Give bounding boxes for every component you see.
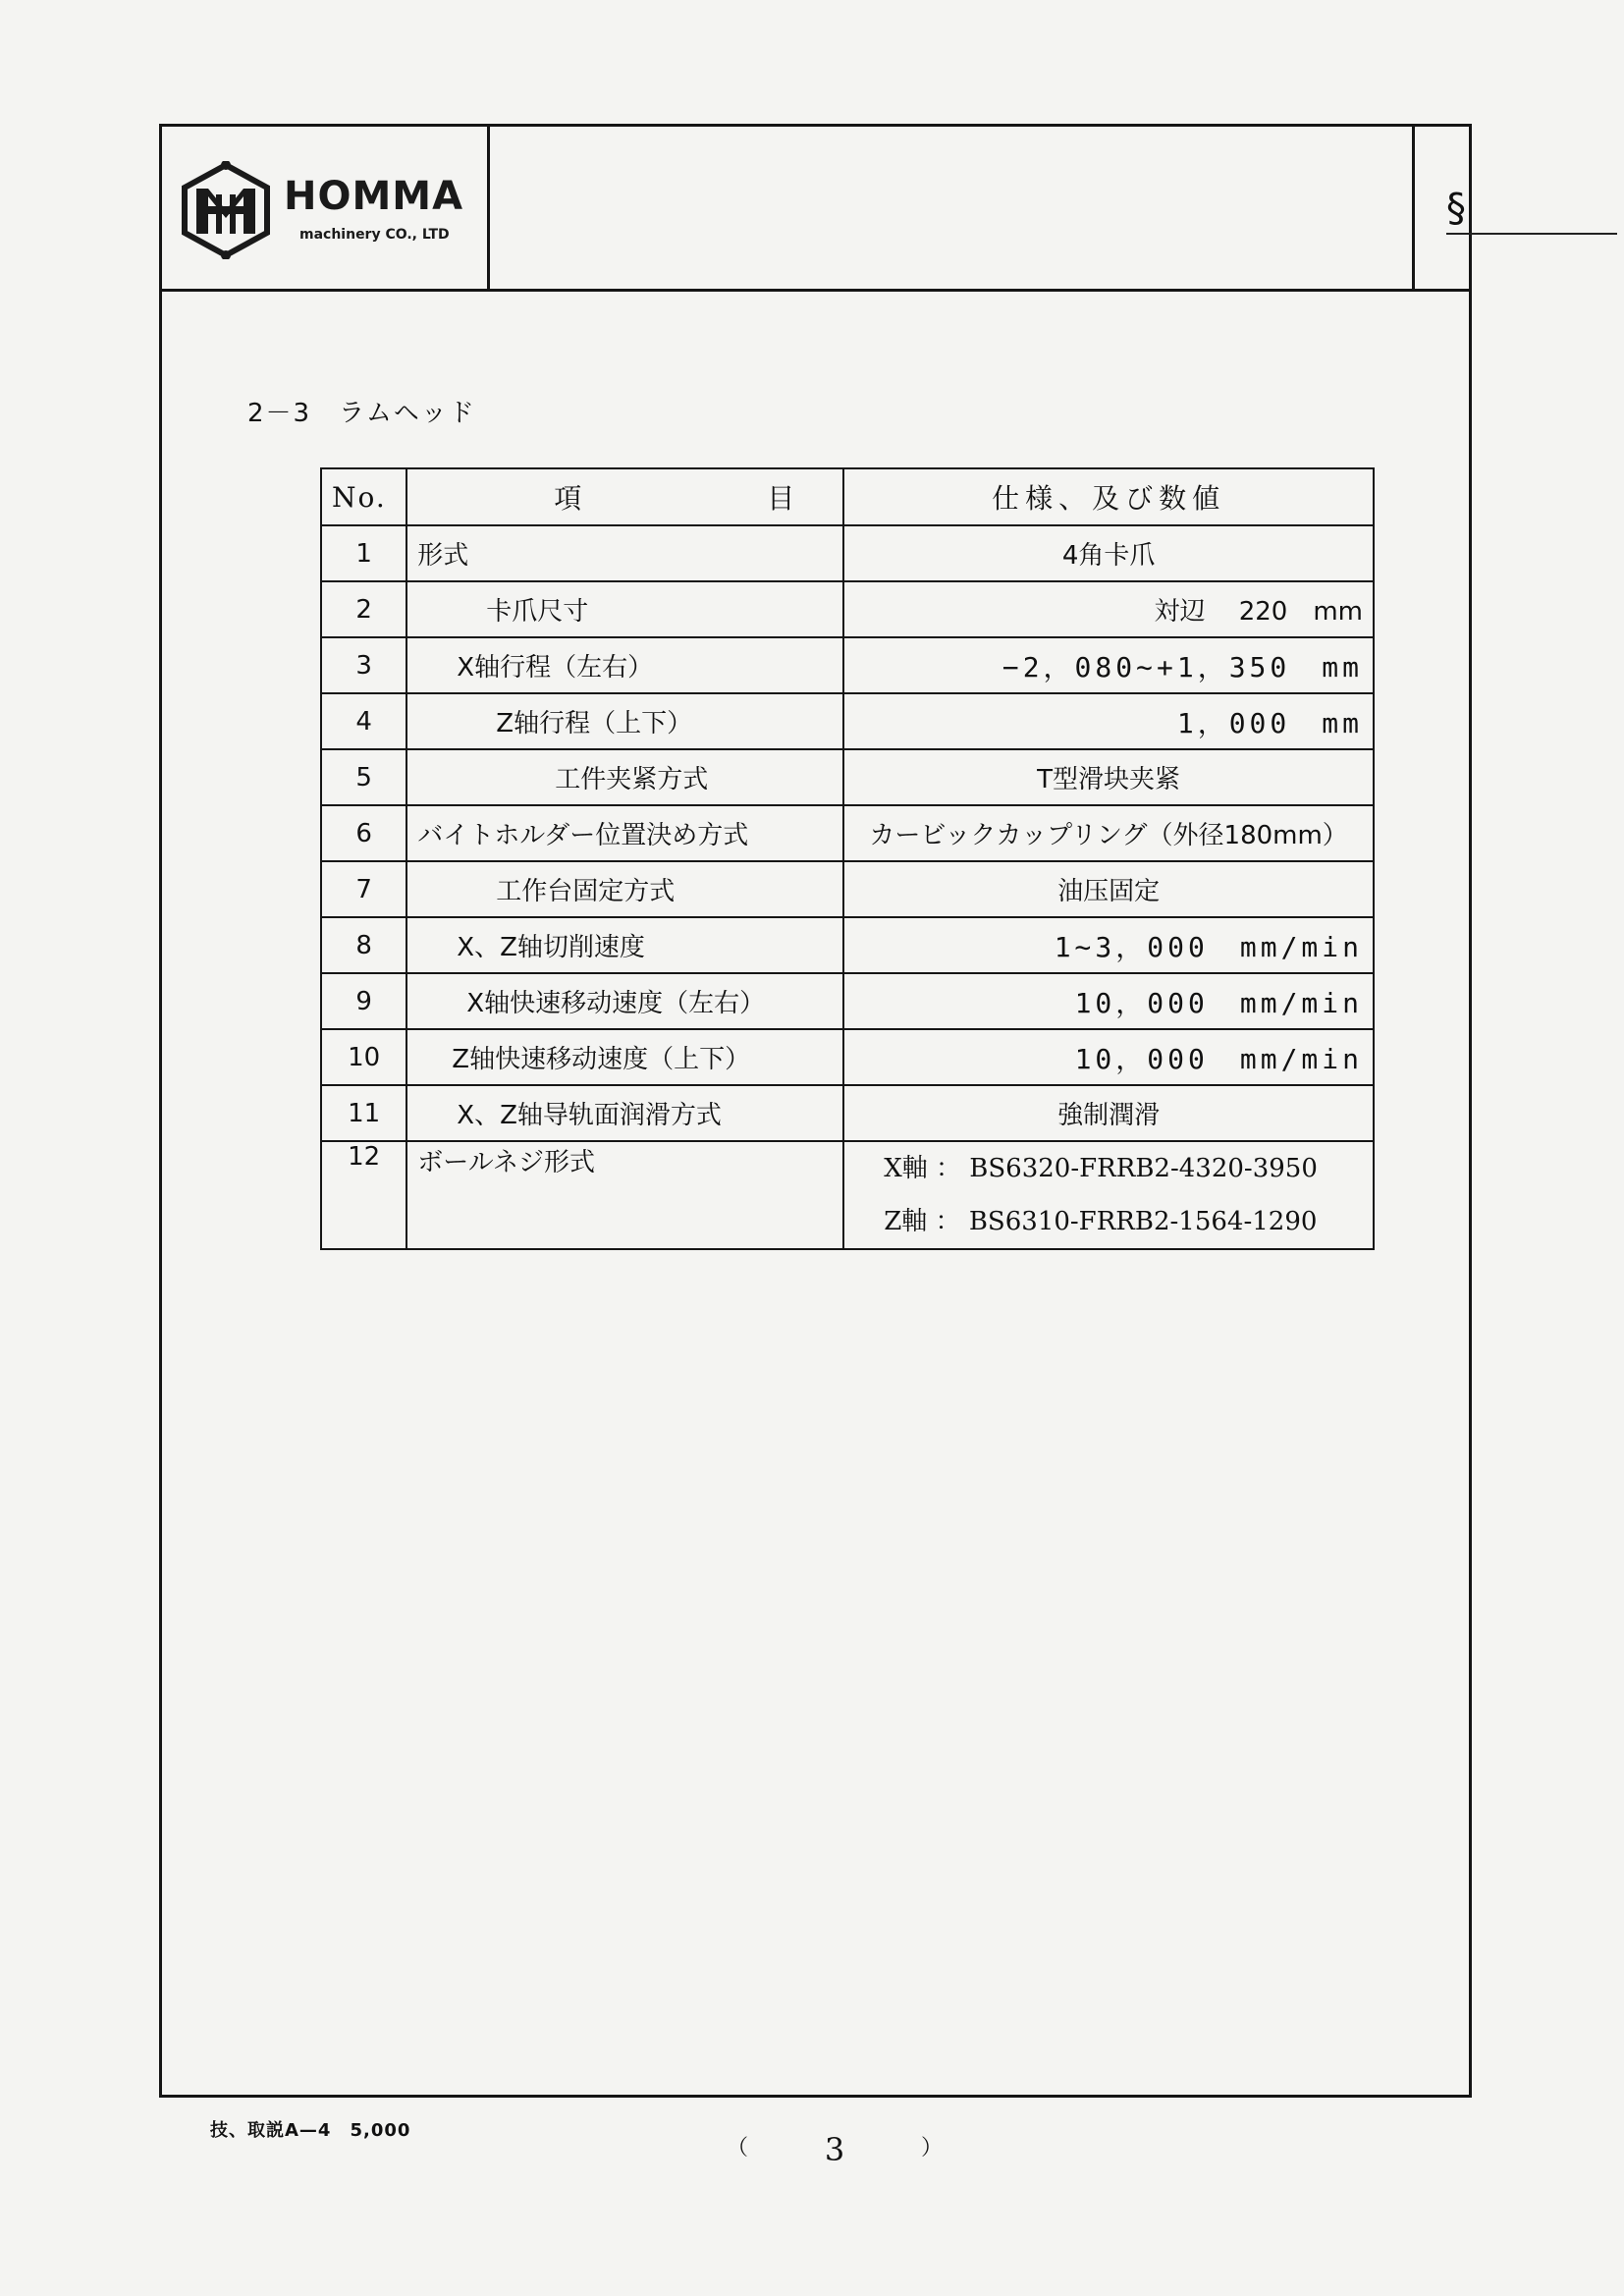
table-row <box>321 637 1374 693</box>
footer-document-code: 技、取説A—4 5,000 <box>210 2120 411 2141</box>
row-no: 5 <box>321 749 406 805</box>
row-item: X轴行程（左右） <box>406 637 843 693</box>
table-row <box>321 973 1374 1029</box>
table-row <box>321 525 1374 581</box>
section-title: 2－3 ラムヘッド <box>247 399 476 428</box>
ballscrew-x: X軸 ： BS6320-FRRB2-4320-3950 <box>884 1154 1318 1183</box>
table-row <box>321 1085 1374 1141</box>
row-spec: 油压固定 <box>843 861 1374 917</box>
table-row <box>321 917 1374 973</box>
row-spec: 1∼3，000 mm/min <box>843 917 1374 973</box>
row-no: 3 <box>321 637 406 693</box>
page-number-block <box>727 2131 943 2168</box>
table-row <box>321 581 1374 637</box>
row-no: 6 <box>321 805 406 861</box>
header-item-char-a: 項 <box>554 482 582 515</box>
page-bracket-close: ） <box>920 2136 943 2160</box>
row-item: 工件夹紧方式 <box>406 749 843 805</box>
table-row <box>321 1029 1374 1085</box>
row-spec: 10，000 mm/min <box>843 973 1374 1029</box>
header-no: No. <box>321 468 406 525</box>
row-no: 4 <box>321 693 406 749</box>
table-row <box>321 861 1374 917</box>
header-item <box>406 468 843 525</box>
header-item-char-b: 目 <box>767 482 795 515</box>
section-number-cell <box>1415 127 1469 289</box>
row-spec: 強制潤滑 <box>843 1085 1374 1141</box>
homma-logo-icon <box>177 161 275 259</box>
row-no: 12 <box>321 1141 406 1249</box>
row-spec-ballscrew <box>843 1141 1374 1249</box>
row-spec: 1，000 mm <box>843 693 1374 749</box>
row-spec: −2，080∼+1，350 mm <box>843 637 1374 693</box>
row-item: X轴快速移动速度（左右） <box>406 973 843 1029</box>
row-item: バイトホルダー位置決め方式 <box>406 805 843 861</box>
company-name: HOMMA <box>284 174 464 219</box>
spec-table <box>320 467 1375 1250</box>
row-no: 1 <box>321 525 406 581</box>
page-number: 3 <box>824 2131 845 2168</box>
ballscrew-z: Z軸 ： BS6310-FRRB2-1564-1290 <box>884 1207 1318 1236</box>
row-spec: 10，000 mm/min <box>843 1029 1374 1085</box>
row-no: 10 <box>321 1029 406 1085</box>
row-spec: カービックカップリング（外径180mm） <box>843 805 1374 861</box>
row-spec: T型滑块夹紧 <box>843 749 1374 805</box>
table-row <box>321 749 1374 805</box>
logo-cell <box>162 127 490 289</box>
row-no: 2 <box>321 581 406 637</box>
header-title-cell <box>490 127 1415 289</box>
company-subtitle: machinery CO., LTD <box>299 227 450 243</box>
table-row <box>321 805 1374 861</box>
document-header <box>162 127 1469 292</box>
row-item: 工作台固定方式 <box>406 861 843 917</box>
page-bracket-open: （ <box>727 2136 749 2160</box>
row-item: Z轴快速移动速度（上下） <box>406 1029 843 1085</box>
table-row <box>321 1141 1374 1249</box>
header-spec: 仕様、及び数値 <box>843 468 1374 525</box>
row-item: X、Z轴导轨面润滑方式 <box>406 1085 843 1141</box>
row-item: 形式 <box>406 525 843 581</box>
row-no: 11 <box>321 1085 406 1141</box>
row-no: 7 <box>321 861 406 917</box>
row-item: 卡爪尺寸 <box>406 581 843 637</box>
table-row <box>321 693 1374 749</box>
section-symbol: § <box>1446 186 1617 235</box>
row-spec: 対辺 220 mm <box>843 581 1374 637</box>
row-no: 8 <box>321 917 406 973</box>
row-spec: 4角卡爪 <box>843 525 1374 581</box>
row-item: X、Z轴切削速度 <box>406 917 843 973</box>
table-header-row <box>321 468 1374 525</box>
row-item: ボールネジ形式 <box>406 1141 843 1249</box>
row-no: 9 <box>321 973 406 1029</box>
row-item: Z轴行程（上下） <box>406 693 843 749</box>
